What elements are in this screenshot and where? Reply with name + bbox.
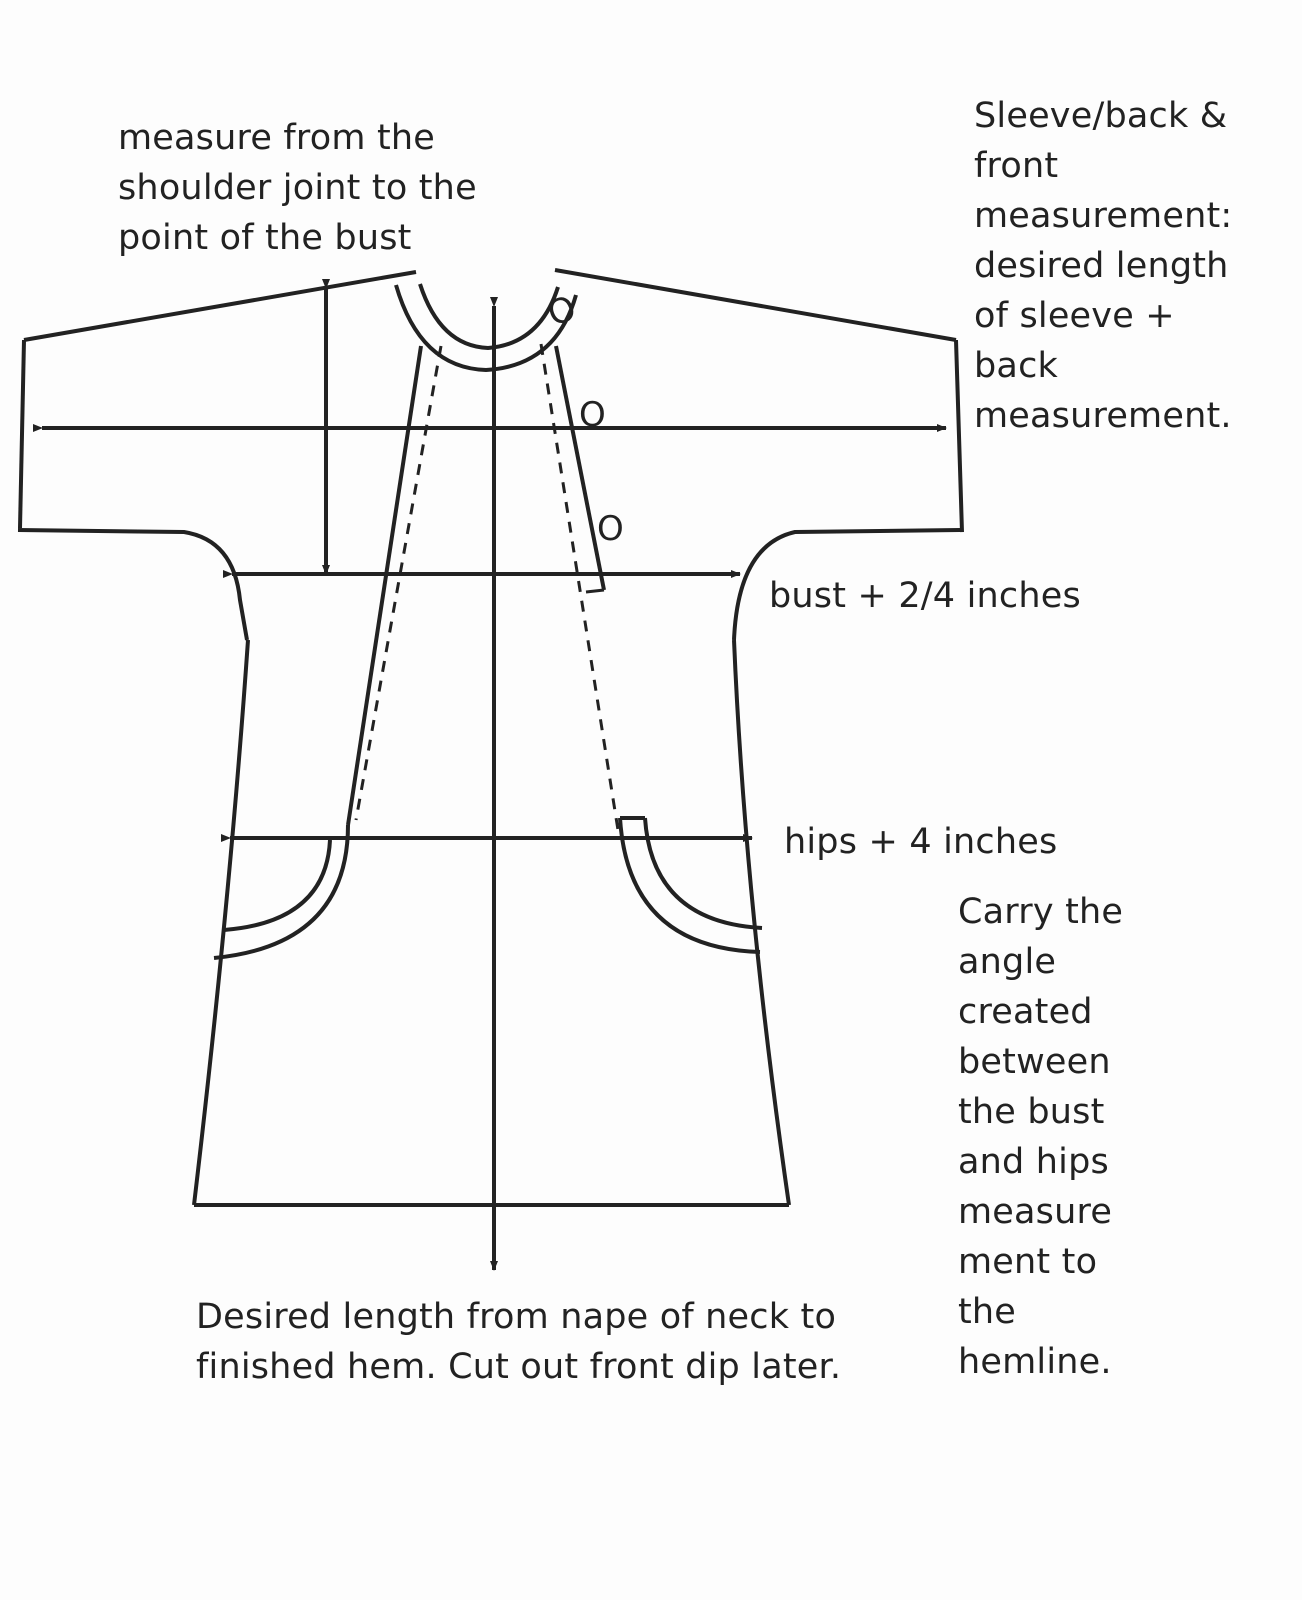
label-line: Sleeve/back & <box>974 96 1228 136</box>
label-line: measurement. <box>974 396 1232 436</box>
right-side-seam <box>734 640 789 1205</box>
label-line: Desired length from nape of neck to <box>196 1297 837 1337</box>
label-line: desired length <box>974 246 1229 286</box>
front-right-panel-tick <box>586 590 604 592</box>
label-line: created <box>958 992 1093 1032</box>
buttons <box>543 288 624 549</box>
front-left-panel-edge <box>348 346 421 825</box>
label-line: angle <box>958 942 1057 982</box>
shoulder-to-bust-label <box>118 113 477 263</box>
label-line: ment to <box>958 1242 1098 1282</box>
label-line: the <box>958 1292 1017 1332</box>
label-line: finished hem. Cut out front dip later. <box>196 1347 842 1387</box>
front-right-panel-edge <box>556 346 604 590</box>
neckline-inner <box>420 284 558 348</box>
button-top: O <box>542 288 582 335</box>
label-line: front <box>974 146 1059 186</box>
label-line: shoulder joint to the <box>118 168 477 208</box>
left-sleeve-top-edge <box>24 272 416 340</box>
left-side-seam <box>194 640 248 1205</box>
label-line: of sleeve + <box>974 296 1175 336</box>
left-sleeve-cuff <box>20 340 24 528</box>
garment-outline <box>18 270 962 1205</box>
measurement-arrows <box>42 288 946 1270</box>
label-line: back <box>974 346 1058 386</box>
label-line: measurement: <box>974 196 1233 236</box>
label-line: hemline. <box>958 1342 1112 1382</box>
right-sleeve-cuff <box>956 340 962 532</box>
bust-measurement-label: bust + 2/4 inches <box>769 576 1081 616</box>
sleeve-back-front-label <box>974 91 1232 441</box>
label-line: measure <box>958 1192 1113 1232</box>
button-bottom: O <box>597 509 624 549</box>
length-measurement-label <box>196 1292 841 1392</box>
front-left-dashed-seam <box>356 346 441 820</box>
hips-measurement-label: hips + 4 inches <box>784 822 1058 862</box>
button-middle: O <box>579 395 606 435</box>
label-line: measure from the <box>118 118 435 158</box>
label-line: point of the bust <box>118 218 412 258</box>
label-line: Carry the <box>958 892 1124 932</box>
label-line: and hips <box>958 1142 1109 1182</box>
label-line: the bust <box>958 1092 1105 1132</box>
carry-angle-label <box>958 887 1123 1387</box>
label-line: between <box>958 1042 1111 1082</box>
left-underarm <box>18 530 247 640</box>
right-sleeve-top-edge <box>555 270 956 340</box>
